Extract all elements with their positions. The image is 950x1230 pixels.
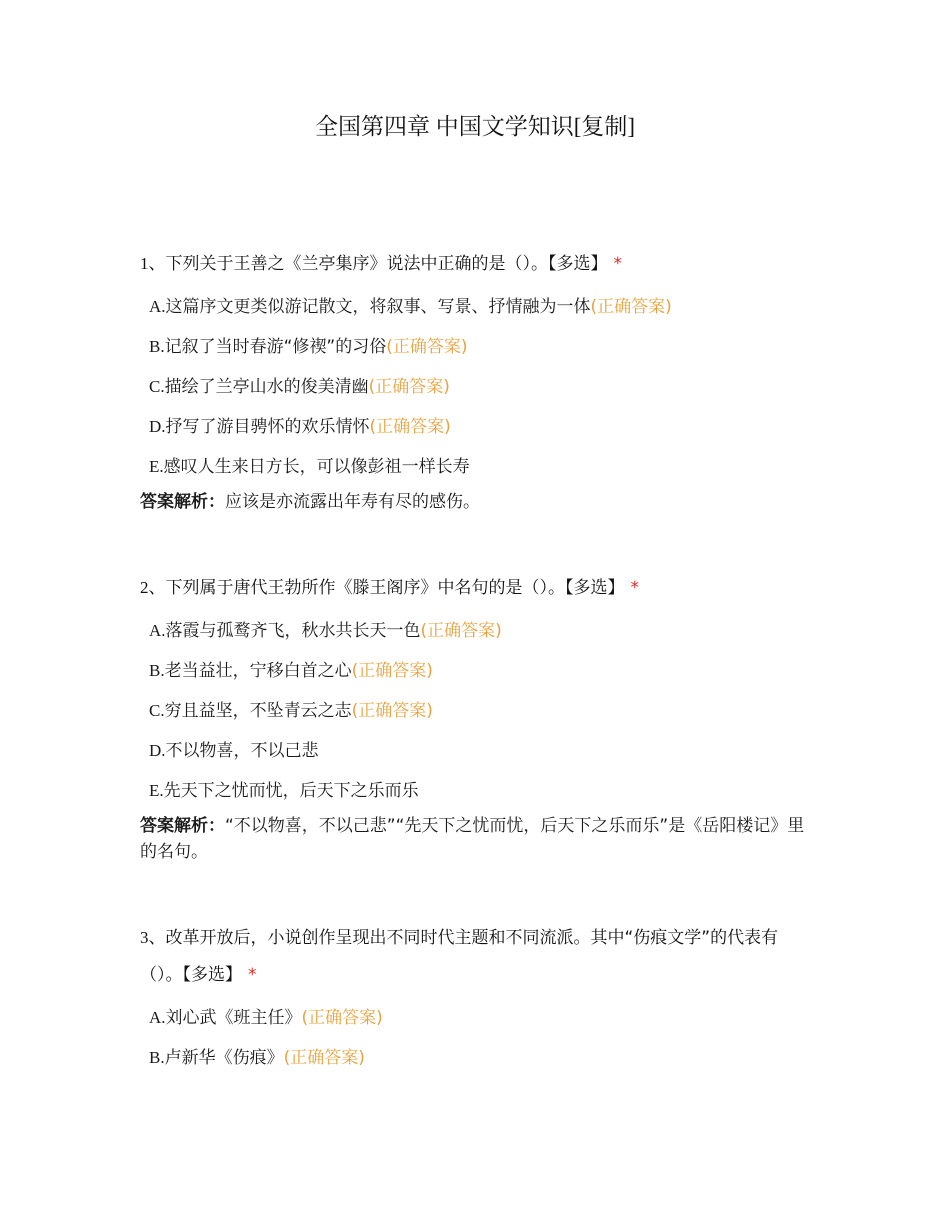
- required-mark: *: [630, 578, 639, 598]
- answer-analysis: [140, 489, 820, 515]
- question-number: 2: [140, 578, 149, 597]
- option-d[interactable]: [149, 407, 820, 447]
- option-letter: C.: [149, 377, 165, 396]
- option-letter: B.: [149, 661, 165, 680]
- answer-analysis: [140, 813, 820, 865]
- option-text: 先天下之忧而忧，后天下之乐而乐: [163, 781, 419, 801]
- option-d[interactable]: [149, 731, 820, 771]
- page-title: 全国第四章 中国文学知识[复制]: [314, 114, 636, 139]
- analysis-text: “不以物喜，不以己悲”“先天下之忧而忧，后天下之乐而乐”是《岳阳楼记》里的名句。: [140, 816, 805, 862]
- option-text: 不以物喜，不以己悲: [165, 741, 319, 761]
- question-stem: [140, 245, 820, 283]
- option-list: [140, 287, 820, 487]
- option-a[interactable]: [149, 287, 820, 327]
- option-letter: D.: [149, 417, 166, 436]
- option-letter: B.: [149, 1048, 165, 1067]
- option-text: 这篇序文更类似游记散文，将叙事、写景、抒情融为一体: [165, 297, 591, 317]
- question-text: 、改革开放后，小说创作呈现出不同时代主题和不同流派。其中“伤痕文学”的代表有（）。【多选】: [140, 928, 779, 985]
- option-text: 穷且益坚，不坠青云之志: [164, 701, 352, 721]
- option-text: 感叹人生来日方长，可以像彭祖一样长寿: [163, 457, 470, 477]
- option-e[interactable]: [149, 771, 820, 811]
- correct-answer-tag: (正确答案): [283, 1048, 365, 1068]
- option-letter: D.: [149, 741, 166, 760]
- question-text: 、下列属于唐代王勃所作《滕王阁序》中名句的是（）。【多选】: [148, 578, 625, 598]
- option-text: 刘心武《班主任》: [165, 1008, 302, 1028]
- analysis-label: 答案解析：: [140, 492, 225, 512]
- question-text: 、下列关于王善之《兰亭集序》说法中正确的是（）。【多选】: [148, 254, 608, 274]
- option-text: 老当益壮，宁移白首之心: [164, 661, 352, 681]
- option-list: [140, 611, 820, 811]
- option-b[interactable]: [149, 1038, 820, 1078]
- option-text: 记叙了当时春游“修禊”的习俗: [164, 337, 387, 357]
- option-b[interactable]: [149, 327, 820, 367]
- correct-answer-tag: (正确答案): [590, 297, 672, 317]
- question-3: [140, 919, 820, 1078]
- required-mark: *: [248, 965, 257, 985]
- question-number: 3: [140, 928, 149, 947]
- option-text: 抒写了游目骋怀的欢乐情怀: [165, 417, 370, 437]
- option-letter: A.: [149, 297, 166, 316]
- option-letter: A.: [149, 621, 166, 640]
- option-text: 落霞与孤鹜齐飞，秋水共长天一色: [165, 621, 421, 641]
- option-a[interactable]: [149, 611, 820, 651]
- option-letter: E.: [149, 781, 164, 800]
- option-c[interactable]: [149, 691, 820, 731]
- correct-answer-tag: (正确答案): [420, 621, 502, 641]
- correct-answer-tag: (正确答案): [368, 377, 450, 397]
- option-e[interactable]: [149, 447, 820, 487]
- option-letter: E.: [149, 457, 164, 476]
- correct-answer-tag: (正确答案): [351, 661, 433, 681]
- correct-answer-tag: (正确答案): [386, 337, 468, 357]
- correct-answer-tag: (正确答案): [369, 417, 451, 437]
- required-mark: *: [613, 254, 622, 274]
- question-2: [140, 569, 820, 865]
- option-letter: B.: [149, 337, 165, 356]
- question-number: 1: [140, 254, 149, 273]
- correct-answer-tag: (正确答案): [301, 1008, 383, 1028]
- correct-answer-tag: (正确答案): [351, 701, 433, 721]
- analysis-label: 答案解析：: [140, 816, 225, 836]
- option-b[interactable]: [149, 651, 820, 691]
- option-c[interactable]: [149, 367, 820, 407]
- option-a[interactable]: [149, 998, 820, 1038]
- option-list: [140, 998, 820, 1078]
- analysis-text: 应该是亦流露出年寿有尽的感伤。: [225, 492, 480, 512]
- question-1: [140, 245, 820, 515]
- option-letter: A.: [149, 1008, 166, 1027]
- option-text: 卢新华《伤痕》: [164, 1048, 284, 1068]
- option-letter: C.: [149, 701, 165, 720]
- option-text: 描绘了兰亭山水的俊美清幽: [164, 377, 369, 397]
- question-stem: [140, 569, 820, 607]
- question-stem: [140, 919, 820, 994]
